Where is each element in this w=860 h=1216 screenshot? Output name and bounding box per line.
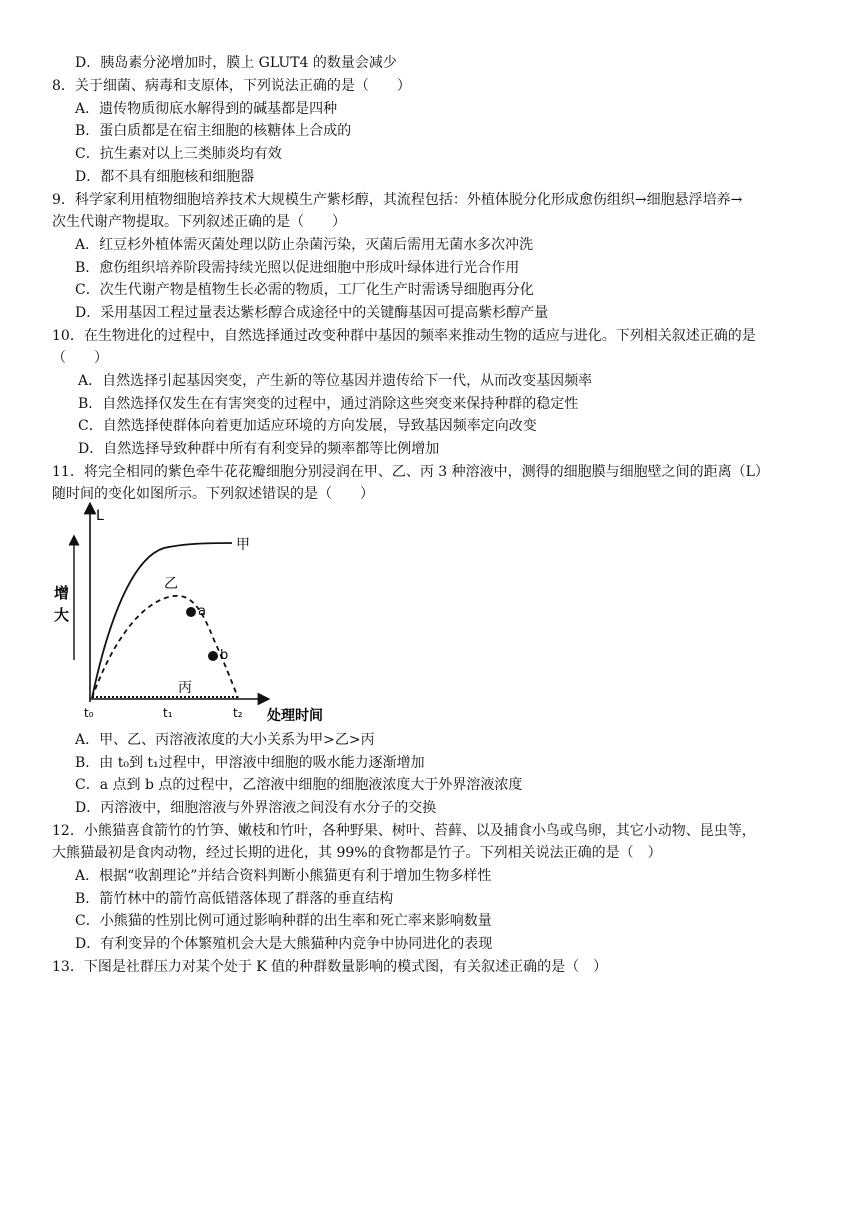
- q11-option-d: D．丙溶液中，细胞溶液与外界溶液之间没有水分子的交换: [75, 800, 437, 816]
- q7-option-d: D．胰岛素分泌增加时，膜上 GLUT4 的数量会减少: [75, 55, 397, 71]
- q8-option-c: C．抗生素对以上三类肺炎均有效: [75, 146, 282, 162]
- q10-option-b: B．自然选择仅发生在有害突变的过程中，通过消除这些突变来保持种群的稳定性: [78, 396, 579, 412]
- point-b-label: b: [220, 648, 229, 663]
- curve-yi: [92, 596, 238, 698]
- q11-option-b: B．由 t₀到 t₁过程中，甲溶液中细胞的吸水能力逐渐增加: [75, 755, 425, 771]
- q12-option-c: C．小熊猫的性别比例可通过影响种群的出生率和死亡率来影响数量: [75, 913, 492, 929]
- q12-stem-line1: 12．小熊猫喜食箭竹的竹笋、嫩枝和竹叶，各种野果、树叶、苔藓、以及捕食小鸟或鸟卵，其它小动物、昆虫等，: [52, 823, 756, 839]
- y-axis-label: L: [96, 508, 104, 524]
- q9-stem-line2: 次生代谢产物提取。下列叙述正确的是（ ）: [52, 214, 346, 230]
- q8-option-d: D．都不具有细胞核和细胞器: [75, 169, 255, 185]
- q8-option-b: B．蛋白质都是在宿主细胞的核糖体上合成的: [75, 123, 352, 139]
- q9-option-c: C．次生代谢产物是植物生长必需的物质，工厂化生产时需诱导细胞再分化: [75, 282, 534, 298]
- point-b: [208, 651, 218, 661]
- q11-option-c: C．a 点到 b 点的过程中，乙溶液中细胞的细胞液浓度大于外界溶液浓度: [75, 777, 523, 793]
- q11-stem-line1: 11．将完全相同的紫色牵牛花花瓣细胞分别浸润在甲、乙、丙 3 种溶液中，测得的细胞膜与细胞壁之间的距离（L）: [52, 464, 769, 480]
- tick-t0: t₀: [84, 706, 94, 720]
- q11-figure: [52, 502, 342, 724]
- curve-jia-label: 甲: [236, 537, 250, 553]
- curve-jia: [92, 543, 232, 698]
- q10-option-c: C．自然选择使群体向着更加适应环境的方向发展，导致基因频率定向改变: [78, 418, 537, 434]
- q8-option-a: A．遗传物质彻底水解得到的碱基都是四种: [75, 101, 338, 117]
- y-side-label-2: 大: [54, 606, 70, 624]
- q9-option-d: D．采用基因工程过量表达紫杉醇合成途径中的关键酶基因可提高紫杉醇产量: [75, 305, 549, 321]
- q10-option-a: A．自然选择引起基因突变，产生新的等位基因并遗传给下一代，从而改变基因频率: [78, 373, 593, 389]
- q11-option-a: A．甲、乙、丙溶液浓度的大小关系为甲>乙>丙: [75, 732, 375, 748]
- q8-stem: 8．关于细菌、病毒和支原体，下列说法正确的是（ ）: [52, 78, 411, 94]
- curve-bing-label: 丙: [178, 680, 192, 696]
- q12-option-a: A．根据“收割理论”并结合资料判断小熊猫更有利于增加生物多样性: [75, 868, 492, 884]
- curve-yi-label: 乙: [164, 576, 178, 592]
- q9-option-a: A．红豆杉外植体需灭菌处理以防止杂菌污染，灭菌后需用无菌水多次冲洗: [75, 237, 534, 253]
- q10-stem-line2: （ ）: [52, 350, 108, 366]
- q12-option-b: B．箭竹林中的箭竹高低错落体现了群落的垂直结构: [75, 891, 394, 907]
- tick-t2: t₂: [233, 706, 243, 720]
- y-side-label-1: 增: [54, 584, 70, 602]
- q9-stem-line1: 9．科学家利用植物细胞培养技术大规模生产紫杉醇，其流程包括：外植体脱分化形成愈伤组织→细胞悬浮培养→: [52, 192, 743, 208]
- tick-t1: t₁: [163, 706, 173, 720]
- q11-stem-line2: 随时间的变化如图所示。下列叙述错误的是（ ）: [52, 486, 374, 502]
- q9-option-b: B．愈伤组织培养阶段需持续光照以促进细胞中形成叶绿体进行光合作用: [75, 260, 520, 276]
- point-a-label: a: [198, 604, 206, 619]
- point-a: [186, 607, 196, 617]
- q10-stem-line1: 10．在生物进化的过程中，自然选择通过改变种群中基因的频率来推动生物的适应与进化。下列相关叙述正确的是: [52, 328, 756, 344]
- x-axis-label: 处理时间: [267, 708, 323, 724]
- q13-stem: 13．下图是社群压力对某个处于 K 值的种群数量影响的模式图，有关叙述正确的是（ ）: [52, 959, 608, 975]
- q12-option-d: D．有利变异的个体繁殖机会大是大熊猫种内竞争中协同进化的表现: [75, 936, 493, 952]
- q10-option-d: D．自然选择导致种群中所有有利变异的频率都等比例增加: [78, 441, 440, 457]
- q12-stem-line2: 大熊猫最初是食肉动物，经过长期的进化，其 99%的食物都是竹子。下列相关说法正确的是（ ）: [52, 845, 662, 861]
